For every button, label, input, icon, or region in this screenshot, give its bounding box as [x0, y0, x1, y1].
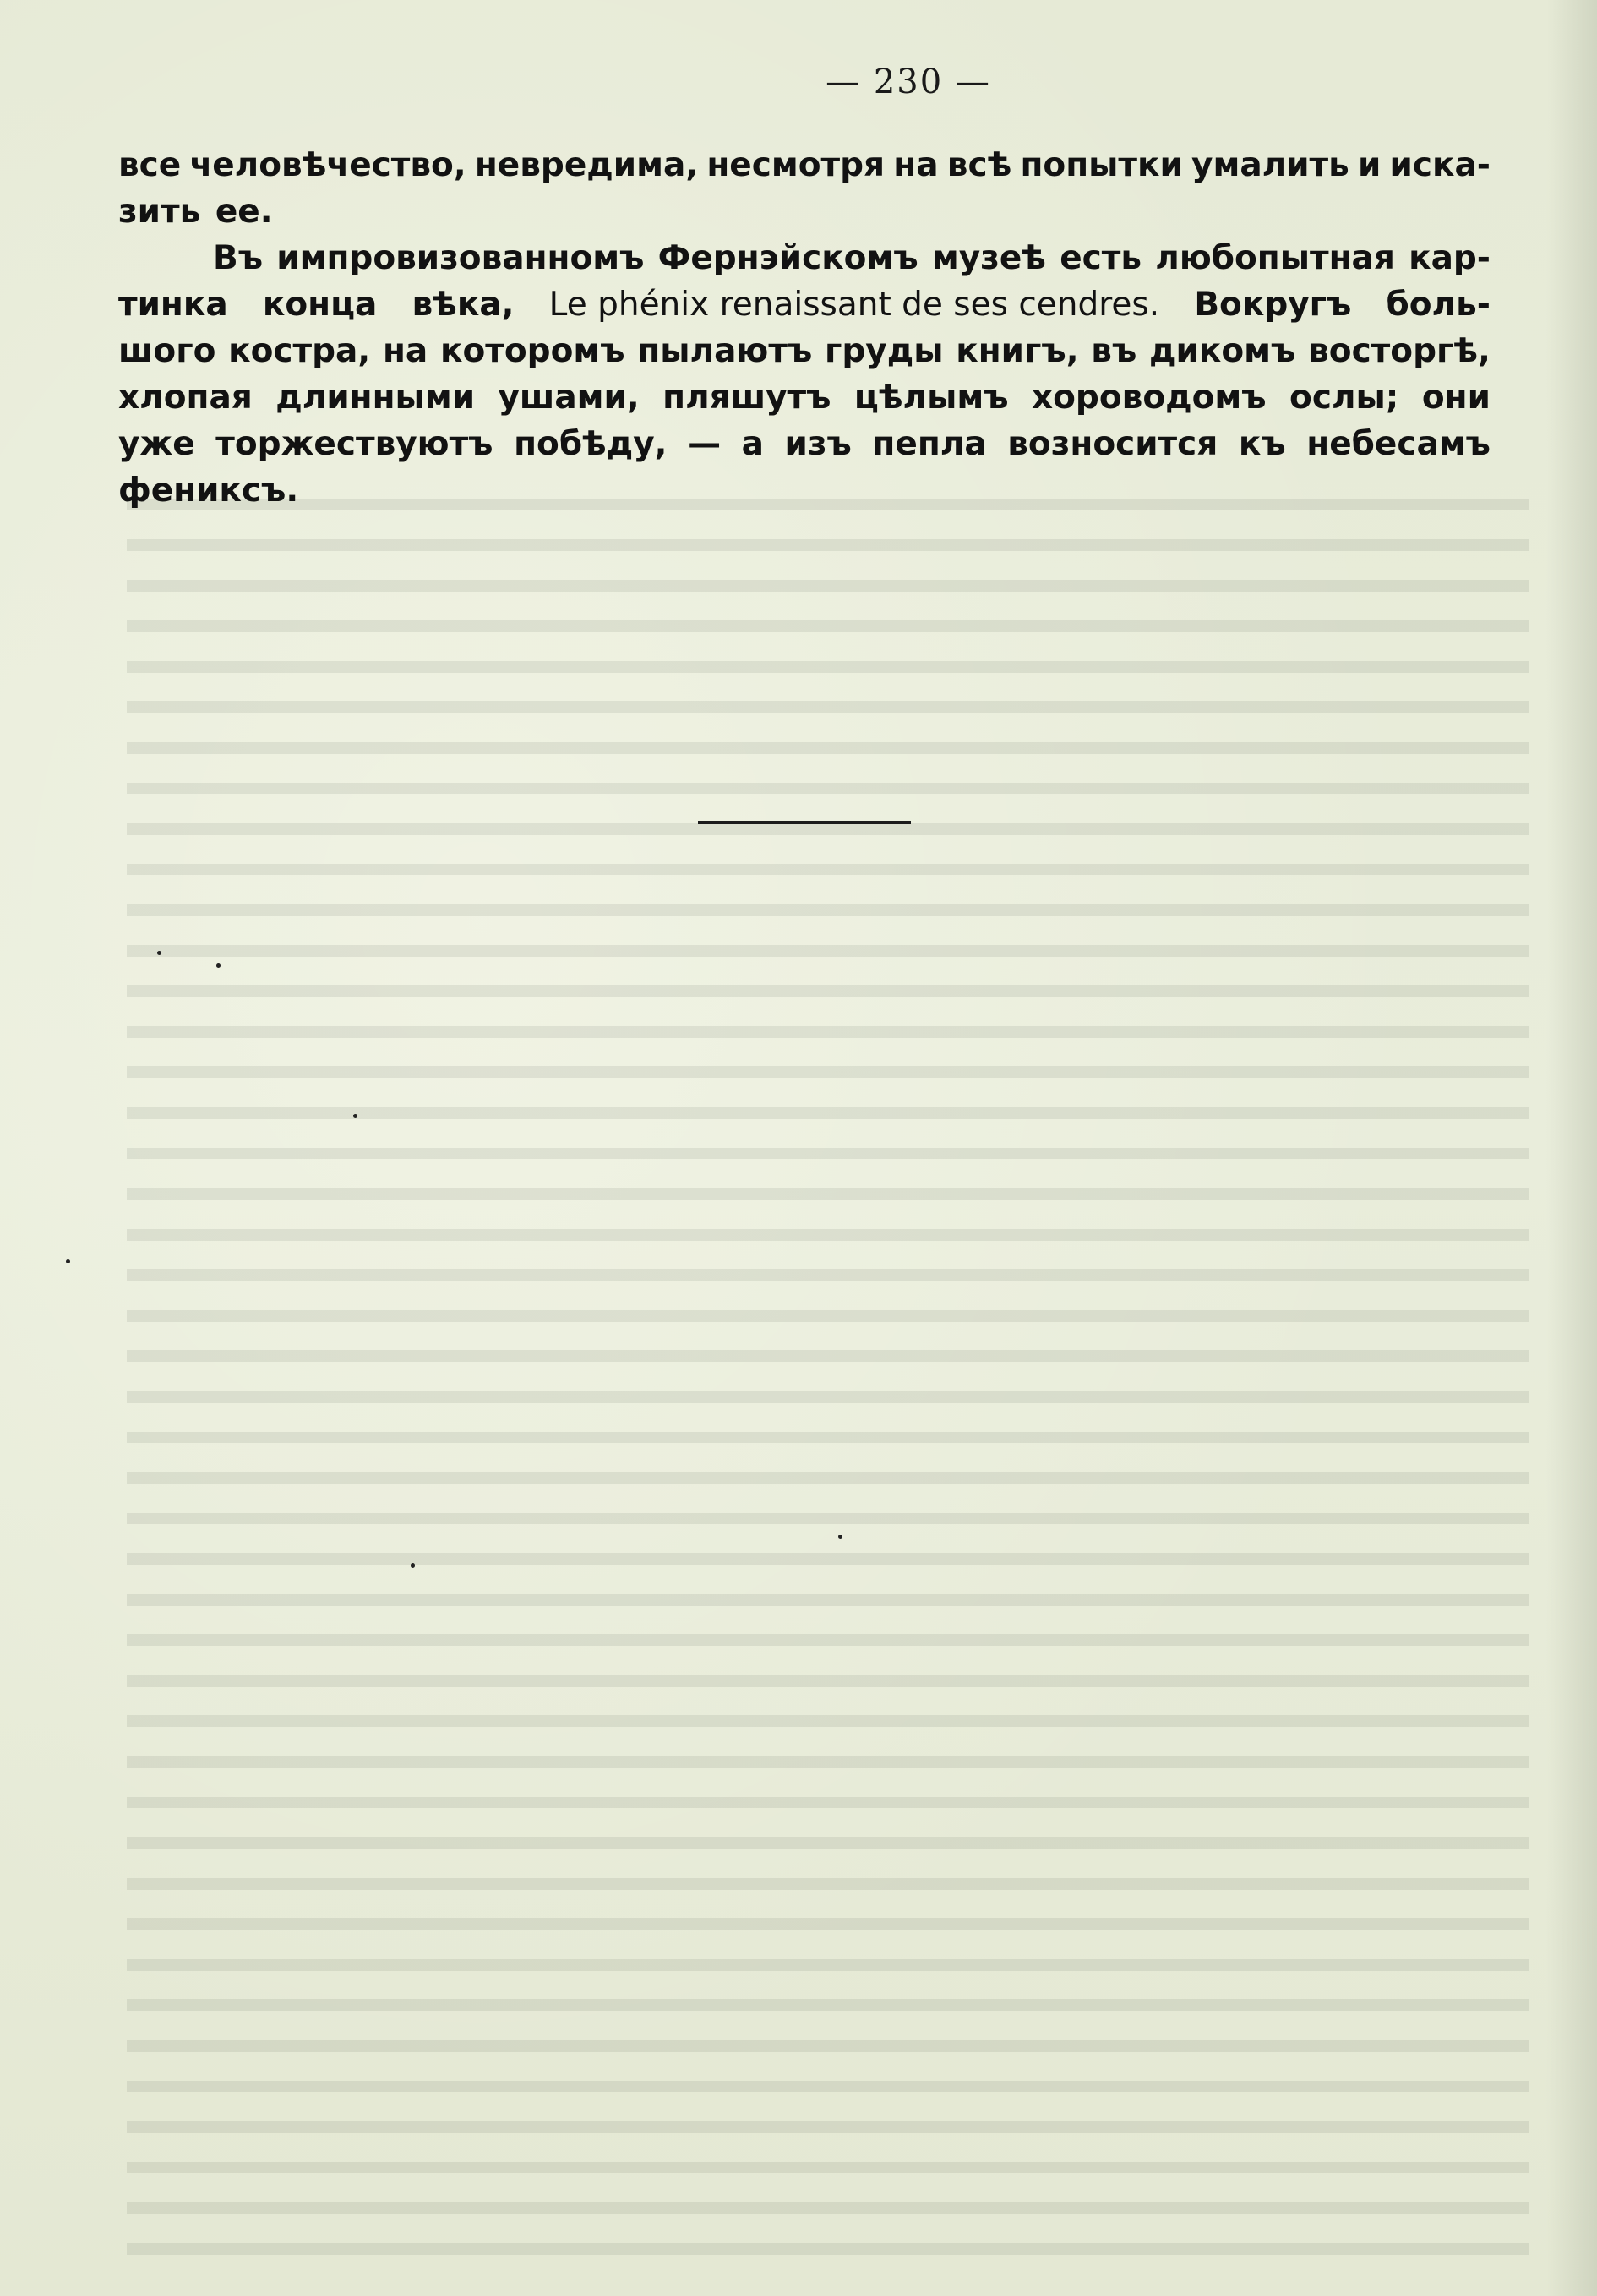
word: торжествуютъ: [215, 425, 493, 463]
word: несмотря: [706, 146, 886, 184]
word: попытки: [1020, 146, 1183, 184]
word: небесамъ: [1306, 425, 1491, 463]
word: хлопая: [118, 379, 253, 417]
ink-speck: [157, 951, 161, 955]
word: побѣду,: [514, 425, 668, 463]
word: импровизованномъ: [276, 239, 645, 277]
word: на: [893, 146, 939, 184]
word: Фернэйскомъ: [657, 239, 918, 277]
word: цѣлымъ: [853, 379, 1009, 417]
show-through-text: [127, 499, 1529, 2256]
word: Въ: [213, 239, 264, 277]
word: есть: [1060, 239, 1142, 277]
ink-speck: [411, 1563, 415, 1568]
word: изъ: [784, 425, 852, 463]
word: пляшутъ: [662, 379, 831, 417]
word: которомъ: [440, 332, 625, 370]
word: всѣ: [946, 146, 1012, 184]
word: на: [382, 332, 428, 370]
page-number: — 230 —: [826, 63, 991, 101]
word: Le phénix renaissant de ses cendres.: [548, 286, 1160, 324]
word: хороводомъ: [1031, 379, 1267, 417]
word: дикомъ: [1149, 332, 1296, 370]
word: груды: [825, 332, 944, 370]
word: Вокругъ: [1194, 286, 1352, 324]
word: длинными: [275, 379, 476, 417]
word: въ: [1091, 332, 1137, 370]
ink-speck: [353, 1114, 357, 1118]
word: пепла: [872, 425, 987, 463]
text-line: [118, 421, 1491, 467]
paragraph: [118, 142, 1491, 514]
word: любопытная: [1155, 239, 1395, 277]
ink-speck: [66, 1259, 70, 1263]
word: боль-: [1386, 286, 1491, 324]
word: ушами,: [498, 379, 640, 417]
ink-speck: [216, 963, 221, 968]
word: а: [741, 425, 764, 463]
text-line: [118, 235, 1491, 281]
word: пылаютъ: [637, 332, 813, 370]
text-line: [118, 281, 1491, 328]
word: умалить: [1191, 146, 1349, 184]
text-line: [118, 374, 1491, 421]
text-line: [118, 142, 1491, 188]
ink-speck: [838, 1535, 842, 1539]
text-line: [118, 467, 1491, 514]
word: ее.: [215, 193, 273, 231]
word: все: [118, 146, 182, 184]
word: ослы;: [1289, 379, 1399, 417]
word: книгъ,: [956, 332, 1079, 370]
word: уже: [118, 425, 195, 463]
word: музеѣ: [931, 239, 1046, 277]
word: кар-: [1409, 239, 1491, 277]
word: восторгѣ,: [1308, 332, 1491, 370]
section-divider: [698, 821, 911, 824]
word: —: [688, 425, 722, 463]
word: шого: [118, 332, 216, 370]
word: фениксъ.: [118, 472, 299, 510]
word: конца: [262, 286, 378, 324]
text-line: [118, 328, 1491, 374]
word: вѣка,: [412, 286, 515, 324]
page-edge-shadow: [1546, 0, 1597, 2296]
text-line: [118, 188, 1491, 235]
word: зить: [118, 193, 201, 231]
word: человѣчество,: [189, 146, 466, 184]
word: невредима,: [474, 146, 699, 184]
word: къ: [1238, 425, 1286, 463]
word: костра,: [228, 332, 371, 370]
word: и: [1358, 146, 1382, 184]
word: они: [1421, 379, 1491, 417]
word: иска-: [1389, 146, 1491, 184]
word: возносится: [1007, 425, 1218, 463]
word: тинка: [118, 286, 228, 324]
